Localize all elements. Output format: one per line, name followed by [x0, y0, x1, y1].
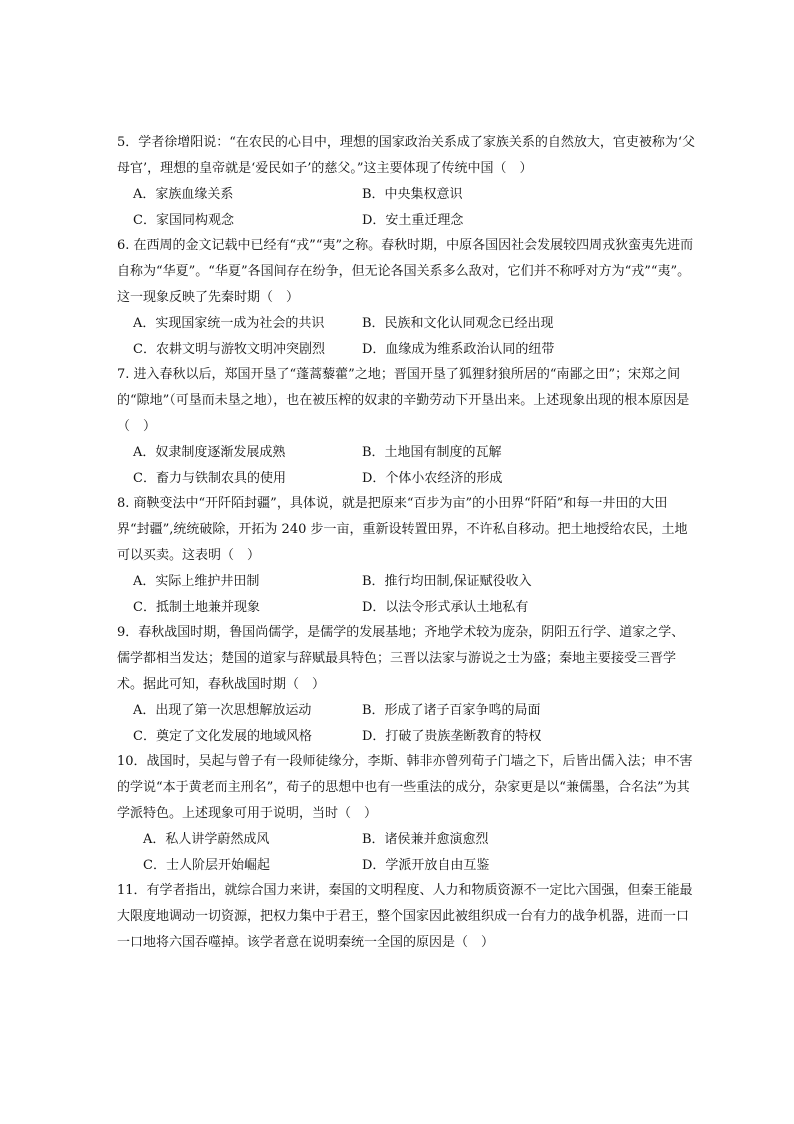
question-11-stem: 11．有学者指出，就综合国力来讲，秦国的文明程度、人力和物质资源不一定比六国强，但秦王能最大限度地调动一切资源，把权力集中于君王，整个国家因此被组织成一台有力的战争机器，进而一口一口地将六国吞噬掉。该学者意在说明秦统一全国的原因是（ ） — [117, 883, 693, 950]
question-5-option-a: A．家族血缘关系 — [133, 187, 234, 202]
question-5-stem: 5．学者徐增阳说：“在农民的心目中，理想的国家政治关系成了家族关系的自然放大，官吏被称为‘父母官’，理想的皇帝就是‘爱民如子’的慈父。”这主要体现了传统中国（ ） — [117, 135, 696, 176]
question-9-option-c: C．奠定了文化发展的地域风格 — [133, 729, 312, 744]
question-10-stem: 10．战国时，吴起与曾子有一段师徒缘分，李斯、韩非亦曾列荀子门墙之下，后皆出儒入法；申不害的学说“本于黄老而主刑名”，荀子的思想中也有一些重法的成分，杂家更是以“兼儒墨，合名法”为其学派特色。上述现象可用于说明，当时（ ） — [117, 754, 693, 821]
question-8-stem: 8. 商鞅变法中“开阡陌封疆”，具体说，就是把原来“百步为亩”的小田界“阡陌”和每一井田的大田界“封疆”,统统破除，开拓为 240 步一亩，重新设转置田界，不许私自移动。把土地授给农民，土地可以买卖。这表明（ ） — [117, 496, 688, 563]
question-7-stem: 7. 进入春秋以后，郑国开垦了“蓬蒿藜藿”之地；晋国开垦了狐狸豺狼所居的“南鄙之田”；宋郑之间的“隙地”（可垦而未垦之地），也在被压榨的奴隶的辛勤劳动下开垦出来。上述现象出现的根本原因是（ ） — [117, 367, 690, 434]
question-9-option-a: A．出现了第一次思想解放运动 — [133, 703, 312, 718]
question-7-option-c: C．畜力与铁制农具的使用 — [133, 471, 286, 486]
question-10-option-a: A．私人讲学蔚然成风 — [143, 832, 270, 847]
question-6-option-d: D．血缘成为维系政治认同的纽带 — [362, 342, 555, 357]
question-8-option-d: D．以法令形式承认土地私有 — [362, 600, 529, 615]
question-9-option-b: B．形成了诸子百家争鸣的局面 — [362, 703, 541, 718]
question-10-option-b: B．诸侯兼并愈演愈烈 — [362, 832, 489, 847]
question-8-option-c: C．抵制土地兼并现象 — [133, 600, 260, 615]
question-7-option-a: A．奴隶制度逐渐发展成熟 — [133, 445, 286, 460]
question-5-option-c: C．家国同构观念 — [133, 213, 234, 228]
question-6-stem: 6. 在西周的金文记载中已经有“戎”“夷”之称。春秋时期，中原各国因社会发展较四周戎狄蛮夷先进而自称为“华夏”。“华夏”各国间存在纷争，但无论各国关系多么敌对，它们并不称呼对方为“戎”“夷”。这一现象反映了先秦时期（ ） — [117, 238, 694, 305]
question-9-option-d: D．打破了贵族垄断教育的特权 — [362, 729, 542, 744]
question-5-option-d: D．安土重迁理念 — [362, 213, 464, 228]
question-9-stem: 9．春秋战国时期，鲁国尚儒学，是儒学的发展基地；齐地学术较为庞杂，阴阳五行学、道家之学、儒学都相当发达；楚国的道家与辞赋最具特色；三晋以法家与游说之士为盛；秦地主要接受三晋学术。据此可知，春秋战国时期（ ） — [117, 625, 685, 692]
question-7-option-b: B．土地国有制度的瓦解 — [362, 445, 502, 460]
question-6-option-c: C．农耕文明与游牧文明冲突剧烈 — [133, 342, 325, 357]
question-10-option-c: C．士人阶层开始崛起 — [143, 858, 270, 873]
question-6-option-a: A．实现国家统一成为社会的共识 — [133, 316, 325, 331]
question-8-option-a: A．实际上维护井田制 — [133, 574, 260, 589]
question-6-option-b: B．民族和文化认同观念已经出现 — [362, 316, 554, 331]
question-5-option-b: B．中央集权意识 — [362, 187, 463, 202]
question-7-option-d: D．个体小农经济的形成 — [362, 471, 503, 486]
question-10-option-d: D．学派开放自由互鉴 — [362, 858, 490, 873]
question-8-option-b: B．推行均田制,保证赋役收入 — [362, 574, 532, 589]
